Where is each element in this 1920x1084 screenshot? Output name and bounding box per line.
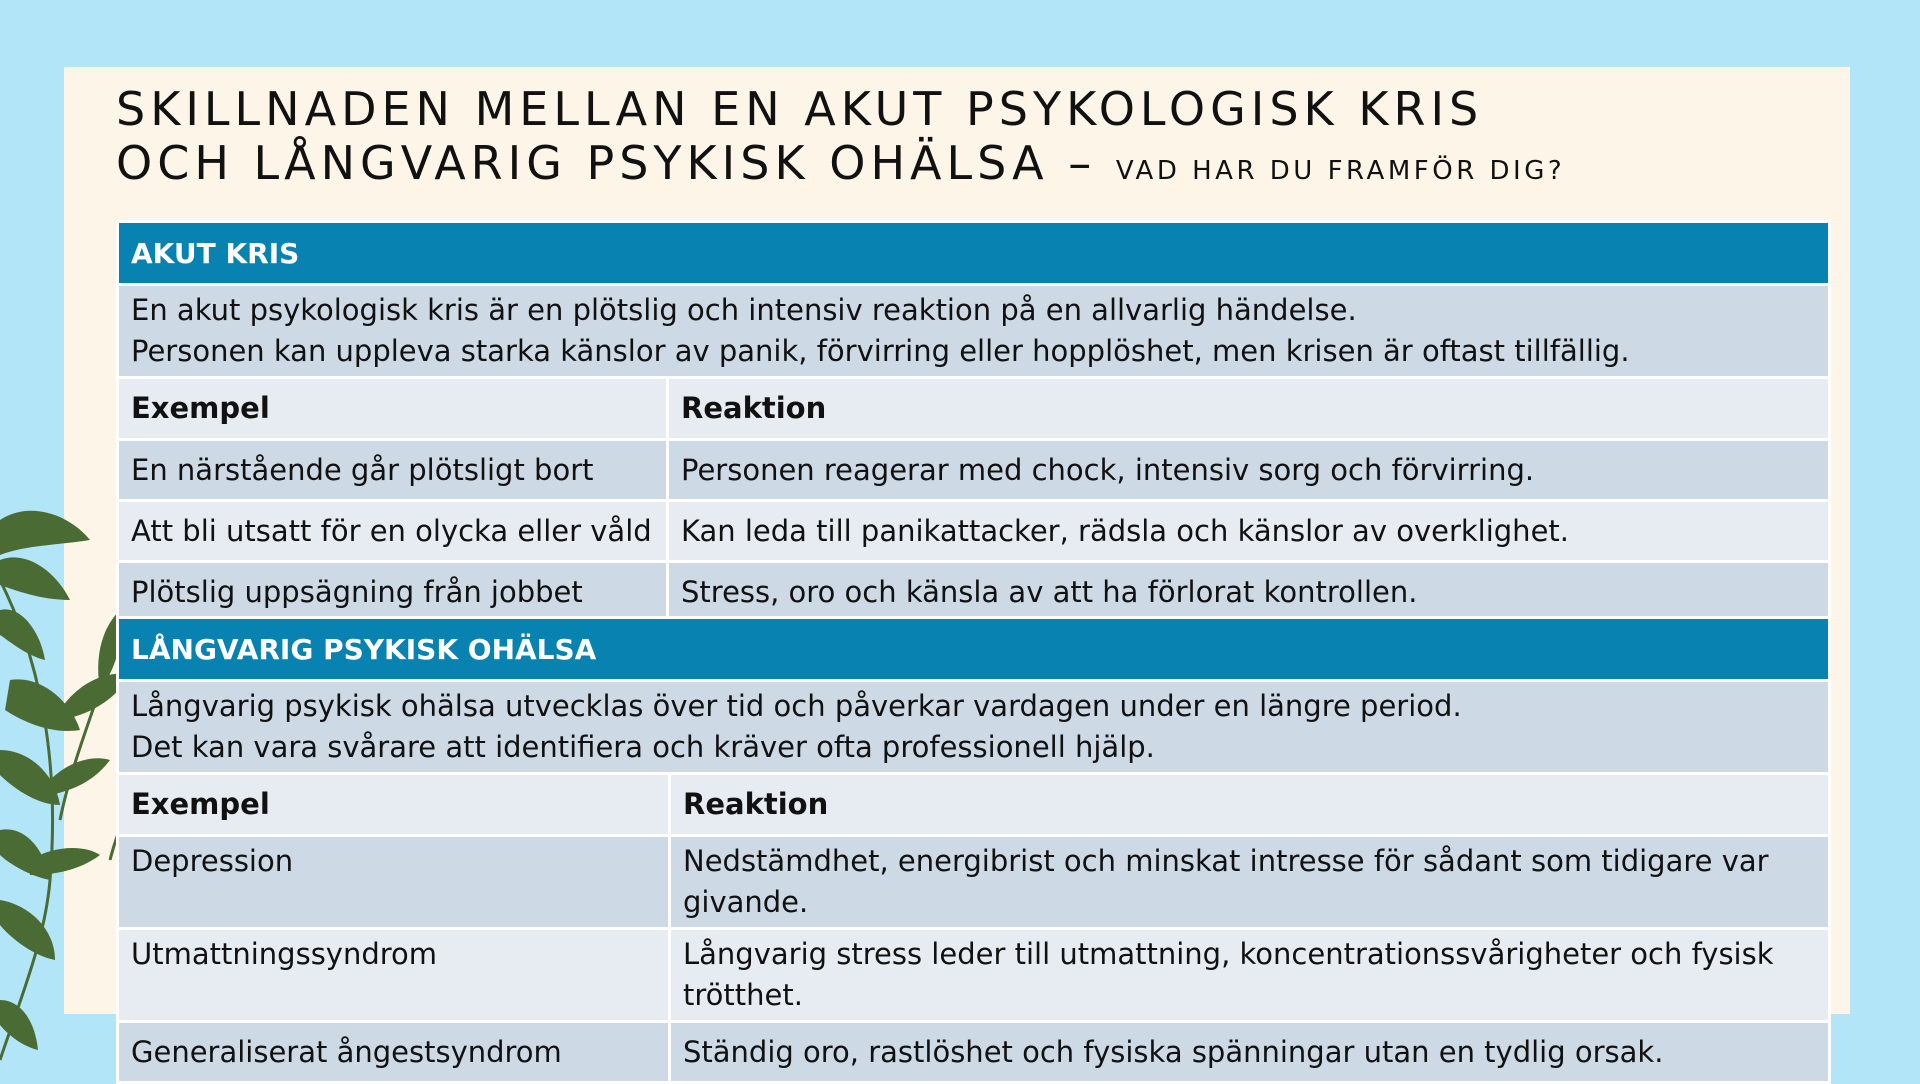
longterm-health-description xyxy=(118,681,1830,774)
column-header-example: Exempel xyxy=(118,774,670,836)
title-subtitle: VAD HAR DU FRAMFÖR DIG? xyxy=(1115,156,1566,186)
acute-desc-line-2: Personen kan uppleva starka känslor av panik, förvirring eller hopplöshet, men krisen är oftast tillfällig. xyxy=(131,334,1630,368)
column-header-reaction: Reaktion xyxy=(668,378,1830,440)
example-cell: Generaliserat ångestsyndrom xyxy=(118,1022,670,1083)
acute-desc-line-1: En akut psykologisk kris är en plötslig och intensiv reaktion på en allvarlig händelse. xyxy=(131,293,1357,327)
reaction-cell: Nedstämdhet, energibrist och minskat intresse för sådant som tidigare var givande. xyxy=(670,836,1830,929)
table-row xyxy=(118,929,1830,1022)
reaction-cell: Kan leda till panikattacker, rädsla och känslor av overklighet. xyxy=(668,501,1830,562)
page-title xyxy=(116,82,1565,198)
example-cell: Att bli utsatt för en olycka eller våld xyxy=(118,501,668,562)
reaction-cell: Personen reagerar med chock, intensiv sorg och förvirring. xyxy=(668,440,1830,501)
column-header-reaction: Reaktion xyxy=(670,774,1830,836)
title-line-2: OCH LÅNGVARIG PSYKISK OHÄLSA – xyxy=(116,136,1097,190)
example-cell: Utmattningssyndrom xyxy=(118,929,670,1022)
column-header-example: Exempel xyxy=(118,378,668,440)
example-cell: En närstående går plötsligt bort xyxy=(118,440,668,501)
example-cell: Plötslig uppsägning från jobbet xyxy=(118,562,668,623)
longterm-desc-line-1: Långvarig psykisk ohälsa utvecklas över tid och påverkar vardagen under en längre period. xyxy=(131,689,1462,723)
table-row xyxy=(118,501,1830,562)
acute-crisis-table xyxy=(116,220,1831,624)
table-row xyxy=(118,440,1830,501)
reaction-cell: Långvarig stress leder till utmattning, koncentrationssvårigheter och fysisk trötthet. xyxy=(670,929,1830,1022)
reaction-cell: Stress, oro och känsla av att ha förlorat kontrollen. xyxy=(668,562,1830,623)
longterm-health-header: LÅNGVARIG PSYKISK OHÄLSA xyxy=(118,618,1830,681)
table-row xyxy=(118,1022,1830,1083)
longterm-desc-line-2: Det kan vara svårare att identifiera och kräver ofta professionell hjälp. xyxy=(131,730,1155,764)
longterm-health-table xyxy=(116,616,1831,1084)
reaction-cell: Ständig oro, rastlöshet och fysiska spänningar utan en tydlig orsak. xyxy=(670,1022,1830,1083)
acute-crisis-description xyxy=(118,285,1830,378)
example-cell: Depression xyxy=(118,836,670,929)
table-row xyxy=(118,562,1830,623)
acute-crisis-header: AKUT KRIS xyxy=(118,222,1830,285)
title-line-1: SKILLNADEN MELLAN EN AKUT PSYKOLOGISK KRIS xyxy=(116,82,1484,136)
table-row xyxy=(118,836,1830,929)
